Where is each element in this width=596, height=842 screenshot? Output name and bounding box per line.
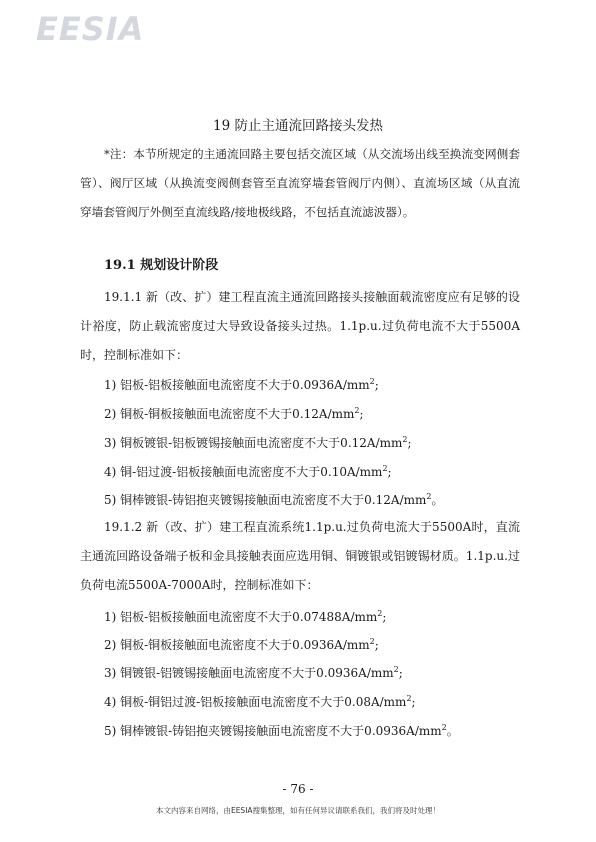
clause1-item-4: 4) 铜-铝过渡-铝板接触面电流密度不大于$0.10A/mm^2$; <box>104 464 392 479</box>
chapter-title: 19 防止主通流回路接头发热 <box>213 118 383 134</box>
clause2-item-4: 4) 铜板-铜铝过渡-铝板接触面电流密度不大于$0.08A/mm^2$; <box>104 694 416 709</box>
clause1-item-2: 2) 铜板-铜板接触面电流密度不大于$0.12A/mm^2$; <box>104 406 364 421</box>
scope-note: *注：本节所规定的主通流回路主要包括交流区域（从交流场出线至换流变网侧套管）、阀厅区域（从换流变阀侧套管至直流穿墙套管阀厅内侧）、直流场区域（从直流穿墙套管阀厅外侧至直流线路/接地极线路，不包括直流滤波器）。 <box>80 147 520 219</box>
clause1-item-5: 5) 铜棒镀银-铸铝抱夹镀锡接触面电流密度不大于$0.12A/mm^2$。 <box>104 492 444 507</box>
clause2-item-2: 2) 铜板-铜板接触面电流密度不大于$0.0936A/mm^2$; <box>104 637 379 652</box>
clause2-item-3: 3) 铜镀银-铝镀锡接触面电流密度不大于$0.0936A/mm^2$; <box>104 665 403 680</box>
section-heading: 19.1 规划设计阶段 <box>104 258 219 273</box>
page-number: - 76 - <box>282 782 314 796</box>
clause2-item-5: 5) 铜棒镀银-铸铝抱夹镀锡接触面电流密度不大于$0.0936A/mm^2$。 <box>104 723 459 738</box>
footer-disclaimer: 本文内容来自网络，由EESIA搜集整理，如有任何异议请联系我们，我们将及时处理！ <box>155 806 441 815</box>
clause2-item-1: 1) 铝板-铝板接触面电流密度不大于$0.07488A/mm^2$; <box>104 609 387 624</box>
clause1-item-1: 1) 铝板-铝板接触面电流密度不大于$0.0936A/mm^2$; <box>104 377 379 392</box>
clause-19-1-1: 19.1.1 新（改、扩）建工程直流主通流回路接头接触面载流密度应有足够的设计裕度，防止载流密度过大导致设备接头过热。1.1p.u.过负荷电流不大于5500A时，控制标准如下： <box>80 290 520 362</box>
clause1-item-3: 3) 铜板镀银-铝板镀锡接触面电流密度不大于$0.12A/mm^2$; <box>104 435 412 450</box>
eesia-logo: EESIA <box>36 10 145 48</box>
clause-19-1-2: 19.1.2 新（改、扩）建工程直流系统1.1p.u.过负荷电流大于5500A时，直流主通流回路设备端子板和金具接触表面应选用铜、铜镀银或铝镀锡材质。1.1p.u.过负荷电流5500A-7000A时，控制标准如下： <box>80 520 520 592</box>
